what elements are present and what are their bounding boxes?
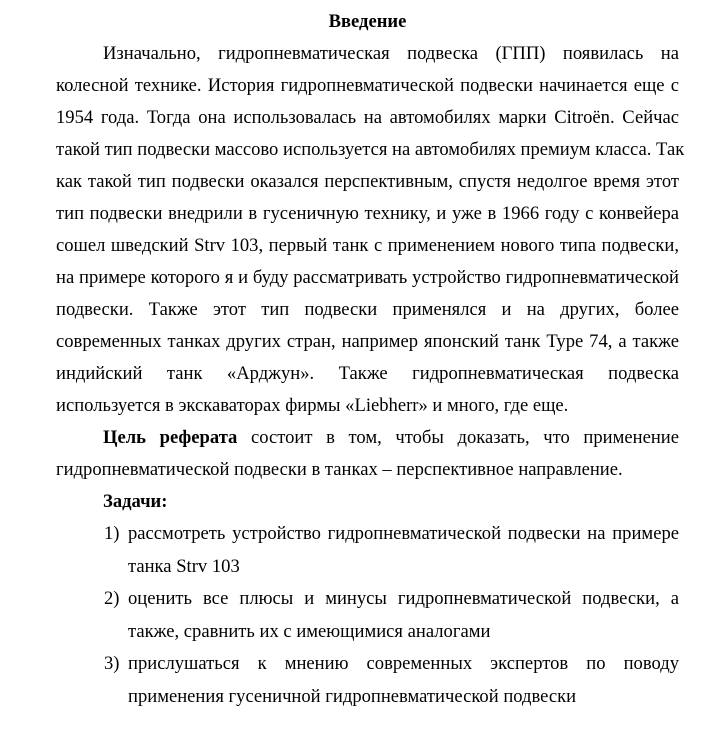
document-page bbox=[56, 6, 685, 713]
task-line: танка Strv 103 bbox=[128, 555, 240, 577]
paragraph-line: такой тип подвески массово используется на автомобилях премиум класса. Так bbox=[56, 139, 685, 160]
task-number: 3) bbox=[104, 653, 120, 674]
task-line: также, сравнить их с имеющимися аналогами bbox=[128, 620, 491, 642]
task-item bbox=[56, 583, 679, 648]
task-line: применения гусеничной гидропневматической подвески bbox=[128, 685, 577, 707]
paragraph-line: колесной технике. История гидропневматической подвески начинается еще с bbox=[56, 75, 679, 96]
paragraph-line: подвески. Также этот тип подвески применялся и на других, более bbox=[56, 299, 679, 320]
goal-text: состоит в том, чтобы доказать, что применение bbox=[237, 427, 679, 448]
task-line: рассмотреть устройство гидропневматической подвески на примере bbox=[128, 523, 679, 544]
task-line: прислушаться к мнению современных экспертов по поводу bbox=[128, 653, 679, 674]
paragraph-line: сошел шведский Strv 103, первый танк с применением нового типа подвески, bbox=[56, 235, 679, 256]
paragraph-line: современных танках других стран, например японский танк Type 74, а также bbox=[56, 331, 679, 352]
task-item bbox=[56, 648, 679, 713]
tasks-heading: Задачи: bbox=[103, 491, 168, 512]
goal-label: Цель реферата bbox=[103, 427, 238, 448]
paragraph-line: как такой тип подвески оказался перспективным, спустя недолгое время этот bbox=[56, 171, 679, 192]
document-title: Введение bbox=[328, 11, 407, 32]
task-item bbox=[56, 518, 679, 583]
paragraph-line: используется в экскаваторах фирмы «Liebherr» и много, где еще. bbox=[56, 395, 569, 416]
task-line: оценить все плюсы и минусы гидропневматической подвески, а bbox=[128, 588, 679, 609]
goal-line bbox=[56, 422, 679, 454]
task-number: 1) bbox=[104, 523, 120, 544]
paragraph-line: на примере которого я и буду рассматривать устройство гидропневматической bbox=[56, 267, 679, 288]
intro-paragraph bbox=[56, 38, 685, 422]
paragraph-line: тип подвески внедрили в гусеничную технику, и уже в 1966 году с конвейера bbox=[56, 203, 679, 224]
paragraph-line: индийский танк «Арджун». Также гидропневматическая подвеска bbox=[56, 363, 679, 384]
task-number: 2) bbox=[104, 588, 120, 609]
goal-paragraph bbox=[56, 422, 679, 486]
goal-line: гидропневматической подвески в танках – перспективное направление. bbox=[56, 459, 623, 480]
paragraph-line: 1954 года. Тогда она использовалась на автомобилях марки Citroën. Сейчас bbox=[56, 107, 679, 128]
paragraph-line: Изначально, гидропневматическая подвеска (ГПП) появилась на bbox=[103, 43, 679, 64]
